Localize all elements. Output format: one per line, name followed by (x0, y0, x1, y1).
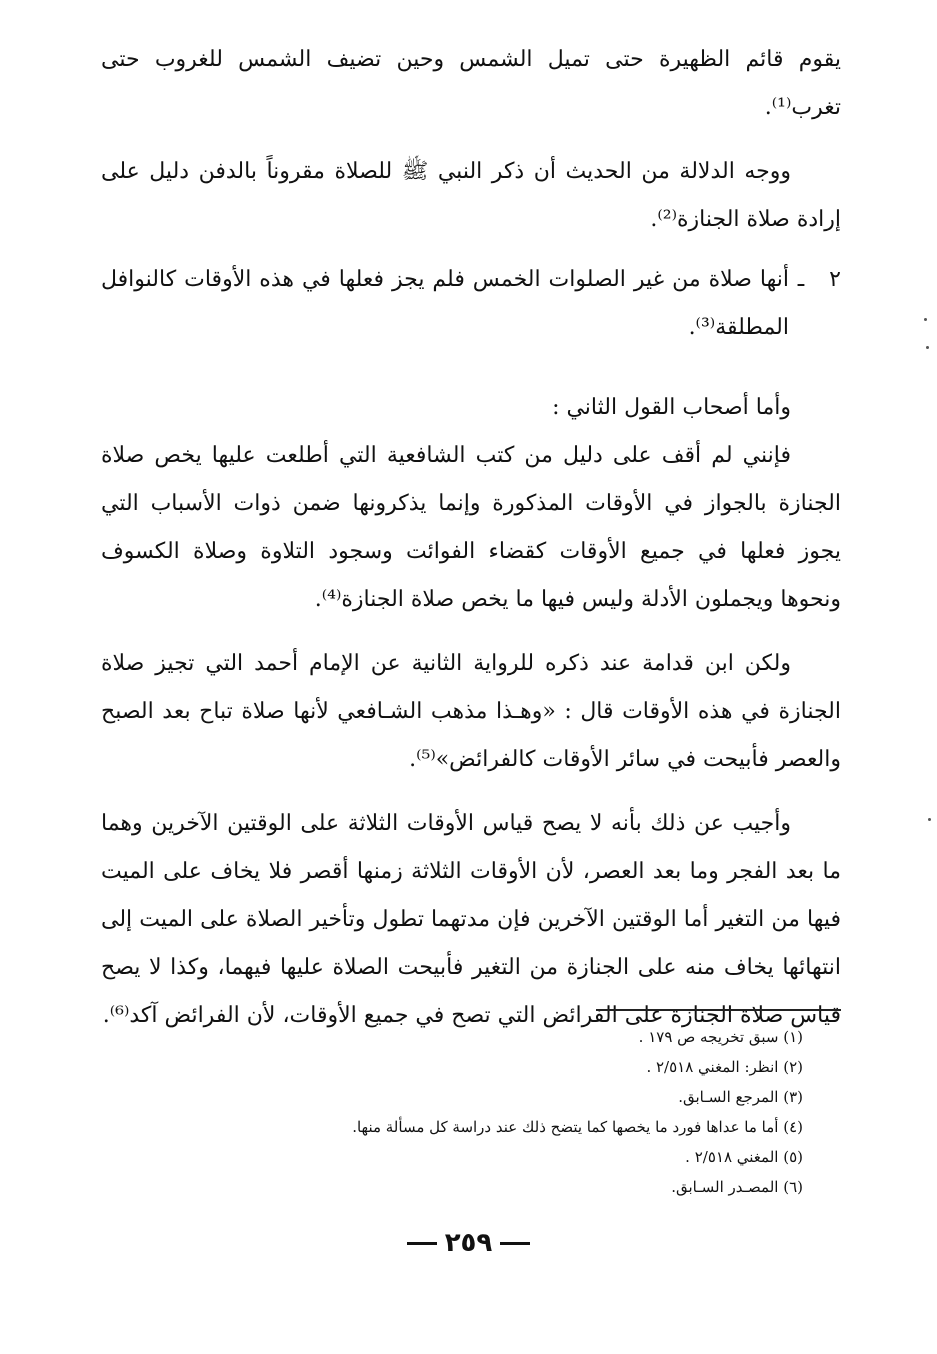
footnote-list (203, 1022, 803, 1202)
footnote-divider (596, 1009, 841, 1011)
second-opinion-heading: وأما أصحاب القول الثاني : (552, 395, 791, 420)
item-text: أنها صلاة من غير الصلوات الخمس فلم يجز فعلها في هذه الأوقات كالنوافل المطلقة⁽³⁾. (101, 267, 789, 340)
footnote-5: (٥) المغني ٢/٥١٨ . (685, 1148, 803, 1166)
footnotes-section (203, 1022, 803, 1202)
footnote-3: (٣) المرجع السـابق. (678, 1088, 803, 1106)
page-number-value: ٢٥٩ (444, 1228, 493, 1258)
page-number-dash-right (500, 1242, 530, 1245)
footnote-2: (٢) انظر: المغني ٢/٥١٨ . (646, 1058, 803, 1076)
paragraph-3: فإنني لم أقف على دليل من كتب الشافعية التي أطلعت عليها يخص صلاة الجنازة بالجواز في الأوقات المذكورة وإنما يذكرونها ضمن ذوات الأسباب التي يجوز فعلها في جميع الأوقات كقضاء الفوائت وسجود التلاوة وصلاة الكسوف ونحوها ويجملون الأدلة وليس فيها ما يخص صلاة الجنازة⁽⁴⁾. (101, 443, 841, 612)
footnote-6: (٦) المصـدر السـابق. (671, 1178, 803, 1196)
footnote-1: (١) سبق تخريجه ص ١٧٩ . (638, 1028, 803, 1046)
page-number-dash-left (407, 1242, 437, 1245)
main-text-block (101, 36, 841, 1040)
item-dash: ـ (797, 267, 805, 292)
scan-speck (924, 318, 927, 321)
item-number: ٢ (829, 267, 841, 292)
page-number (0, 1228, 937, 1258)
paragraph-4: ولكن ابن قدامة عند ذكره للرواية الثانية عن الإمام أحمد التي تجيز صلاة الجنازة في هذه الأوقات قال : «وهـذا مذهب الشـافعي لأنها صلاة تباح بعد الصبح والعصر فأبيحت في سائر الأوقات كالفرائض»⁽⁵⁾. (101, 651, 841, 772)
paragraph-5: وأجيب عن ذلك بأنه لا يصح قياس الأوقات الثلاثة على الوقتين الآخرين وهما ما بعد الفجر وما بعد العصر، لأن الأوقات الثلاثة زمنها أقصر فلا يخاف على الميت فيها من التغير أما الوقتين الآخرين فإن مدتهما تطول وتأخير الصلاة على الميت إلى انتهائها يخاف منه على الجنازة من التغير فأبيحت الصلاة عليها فيهما، وكذا لا يصح قياس صلاة الجنازة على الفرائض التي تصح في جميع الأوقات، لأن الفرائض آكد⁽⁶⁾. (101, 811, 841, 1028)
footnote-4: (٤) أما ما عداها فورد ما يخصها كما يتضح ذلك عند دراسة كل مسألة منها. (352, 1118, 803, 1136)
paragraph-2: ووجه الدلالة من الحديث أن ذكر النبي ﷺ للصلاة مقروناً بالدفن دليل على إرادة صلاة الجنازة⁽²⁾. (101, 159, 841, 232)
numbered-item-2 (101, 256, 841, 352)
scan-speck (928, 818, 931, 821)
paragraph-1: يقوم قائم الظهيرة حتى تميل الشمس وحين تضيف الشمس للغروب حتى تغرب⁽¹⁾. (101, 47, 841, 120)
scan-speck (926, 346, 929, 349)
